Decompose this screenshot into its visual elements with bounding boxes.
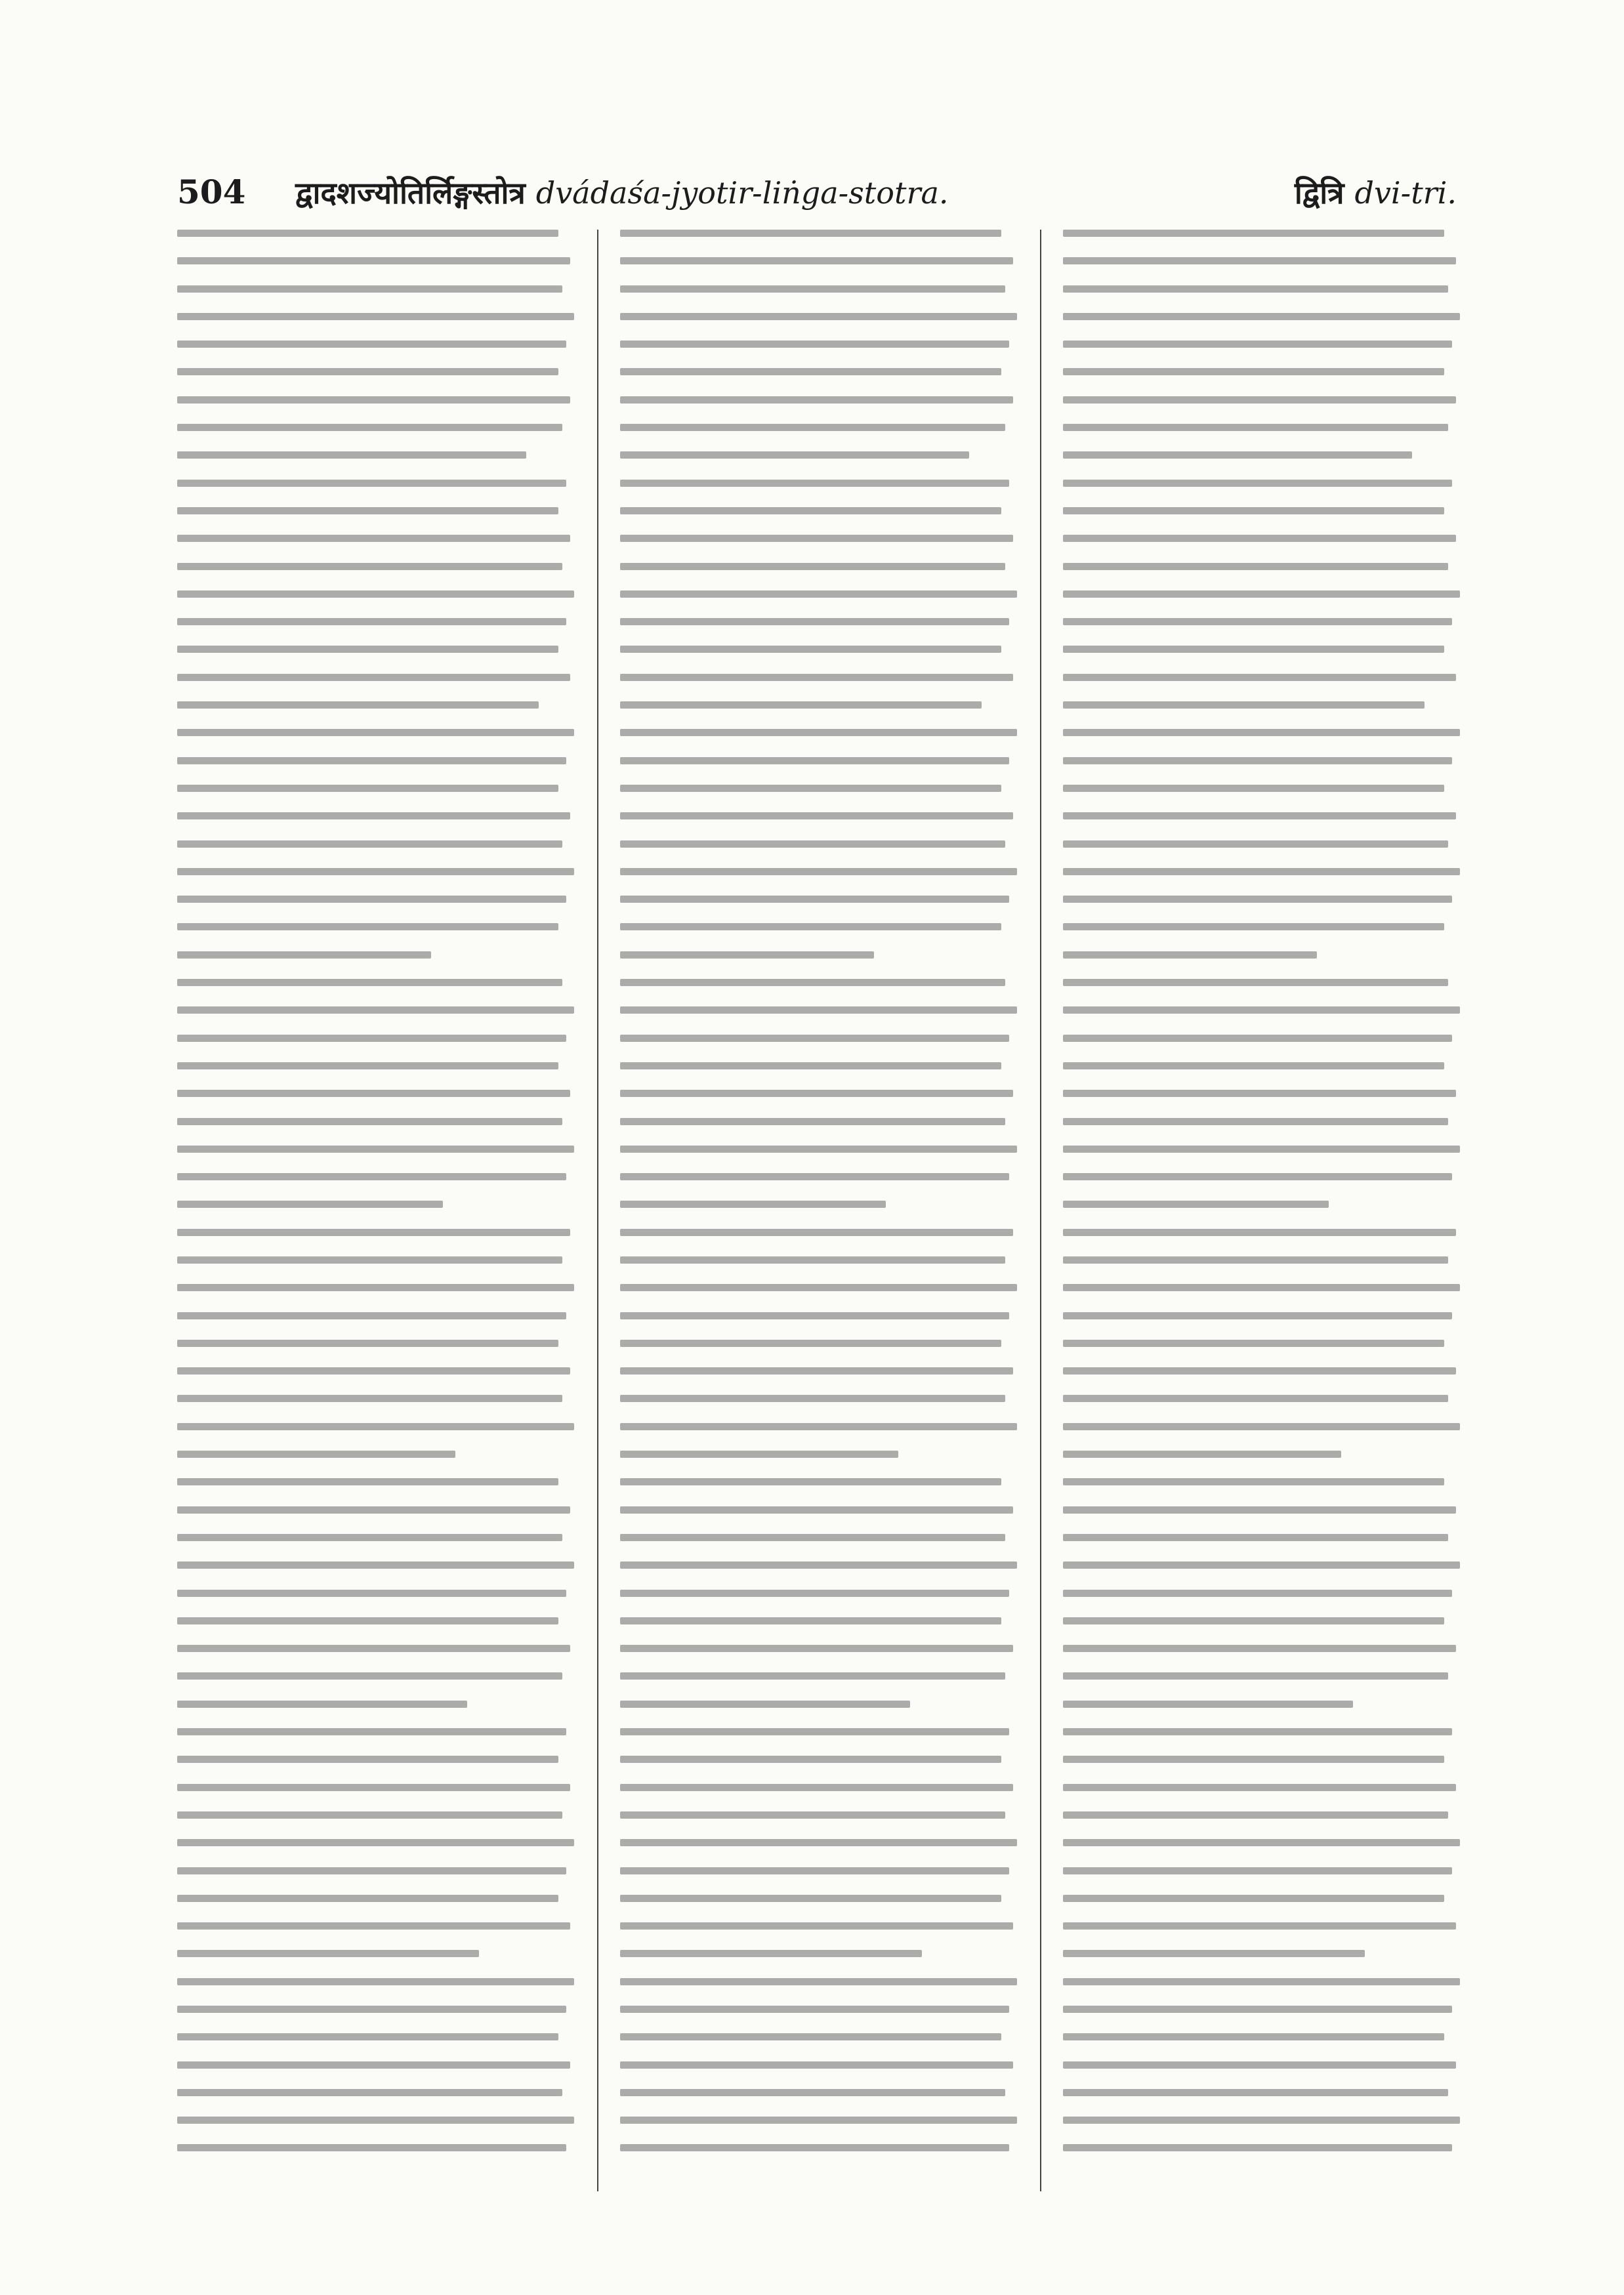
text-line-placeholder xyxy=(620,2144,1009,2151)
text-line-placeholder xyxy=(620,313,1017,320)
text-line-placeholder xyxy=(620,2089,1005,2096)
text-line-placeholder xyxy=(620,1201,886,1208)
text-line-placeholder xyxy=(177,1506,570,1514)
text-line-placeholder xyxy=(177,896,566,903)
text-line-placeholder xyxy=(620,230,1001,237)
text-line-placeholder xyxy=(620,1478,1001,1485)
text-line-placeholder xyxy=(177,1340,558,1347)
text-line-placeholder xyxy=(620,1062,1001,1069)
text-line-placeholder xyxy=(1063,2006,1452,2013)
text-line-placeholder xyxy=(1063,1256,1448,1264)
text-line-placeholder xyxy=(620,923,1001,930)
text-line-placeholder xyxy=(177,341,566,348)
text-line-placeholder xyxy=(620,701,982,709)
head-right-devanagari: द्वित्रि xyxy=(1294,175,1344,211)
text-line-placeholder xyxy=(177,1146,574,1153)
text-line-placeholder xyxy=(1063,2061,1456,2069)
text-line-placeholder xyxy=(620,1173,1009,1180)
text-line-placeholder xyxy=(177,1284,574,1291)
text-line-placeholder xyxy=(1063,2144,1452,2151)
text-line-placeholder xyxy=(177,1062,558,1069)
text-line-placeholder xyxy=(177,868,574,875)
column-divider xyxy=(1040,230,1041,2191)
text-line-placeholder xyxy=(620,840,1005,848)
text-line-placeholder xyxy=(620,1395,1005,1402)
text-line-placeholder xyxy=(177,424,562,431)
text-line-placeholder xyxy=(177,1451,455,1458)
text-line-placeholder xyxy=(620,1118,1005,1125)
text-line-placeholder xyxy=(1063,729,1460,736)
text-line-placeholder xyxy=(620,951,874,959)
text-line-placeholder xyxy=(177,701,539,709)
text-line-placeholder xyxy=(1063,2089,1448,2096)
text-line-placeholder xyxy=(1063,368,1444,375)
text-line-placeholder xyxy=(1063,1922,1456,1930)
text-line-placeholder xyxy=(177,1784,570,1791)
text-line-placeholder xyxy=(1063,1284,1460,1291)
text-line-placeholder xyxy=(620,1672,1005,1680)
text-line-placeholder xyxy=(1063,480,1452,487)
text-line-placeholder xyxy=(1063,1146,1460,1153)
text-line-placeholder xyxy=(1063,1590,1452,1597)
text-line-placeholder xyxy=(620,1090,1013,1097)
text-line-placeholder xyxy=(177,1395,562,1402)
text-line-placeholder xyxy=(620,1950,922,1957)
text-line-placeholder xyxy=(177,1035,566,1042)
text-line-placeholder xyxy=(1063,1895,1444,1902)
text-line-placeholder xyxy=(177,1617,558,1624)
text-line-placeholder xyxy=(620,1590,1009,1597)
text-line-placeholder xyxy=(177,1561,574,1569)
text-line-placeholder xyxy=(177,979,562,986)
text-line-placeholder xyxy=(177,2006,566,2013)
text-line-placeholder xyxy=(620,1895,1001,1902)
text-line-placeholder xyxy=(177,646,558,653)
text-line-placeholder xyxy=(177,1367,570,1375)
text-line-placeholder xyxy=(177,729,574,736)
text-line-placeholder xyxy=(1063,674,1456,681)
text-line-placeholder xyxy=(620,285,1005,293)
text-line-placeholder xyxy=(177,1312,566,1319)
text-line-placeholder xyxy=(620,1340,1001,1347)
text-line-placeholder xyxy=(1063,646,1444,653)
text-line-placeholder xyxy=(1063,979,1448,986)
text-line-placeholder xyxy=(177,1950,479,1957)
text-line-placeholder xyxy=(1063,341,1452,348)
text-line-placeholder xyxy=(1063,1367,1456,1375)
text-line-placeholder xyxy=(1063,563,1448,570)
text-line-placeholder xyxy=(1063,1423,1460,1430)
text-line-placeholder xyxy=(620,1312,1009,1319)
text-line-placeholder xyxy=(1063,285,1448,293)
text-line-placeholder xyxy=(620,1756,1001,1763)
text-line-placeholder xyxy=(177,2144,566,2151)
text-line-placeholder xyxy=(1063,424,1448,431)
text-line-placeholder xyxy=(177,951,431,959)
text-line-placeholder xyxy=(177,757,566,764)
text-line-placeholder xyxy=(177,923,558,930)
text-line-placeholder xyxy=(177,1756,558,1763)
text-line-placeholder xyxy=(620,1645,1013,1652)
text-line-placeholder xyxy=(620,563,1005,570)
text-line-placeholder xyxy=(1063,257,1456,264)
text-line-placeholder xyxy=(620,646,1001,653)
text-line-placeholder xyxy=(1063,1006,1460,1014)
text-line-placeholder xyxy=(1063,230,1444,237)
text-line-placeholder xyxy=(1063,785,1444,792)
text-line-placeholder xyxy=(1063,868,1460,875)
text-line-placeholder xyxy=(1063,951,1317,959)
text-line-placeholder xyxy=(620,1534,1005,1541)
column-divider xyxy=(597,230,598,2191)
text-line-placeholder xyxy=(620,257,1013,264)
text-line-placeholder xyxy=(620,368,1001,375)
text-line-placeholder xyxy=(177,1118,562,1125)
text-line-placeholder xyxy=(177,1423,574,1430)
text-line-placeholder xyxy=(1063,896,1452,903)
text-line-placeholder xyxy=(620,1506,1013,1514)
text-line-placeholder xyxy=(177,2089,562,2096)
text-line-placeholder xyxy=(177,396,570,403)
text-line-placeholder xyxy=(1063,1701,1353,1708)
text-line-placeholder xyxy=(177,1811,562,1819)
text-line-placeholder xyxy=(1063,1229,1456,1236)
text-line-placeholder xyxy=(177,840,562,848)
text-line-placeholder xyxy=(177,368,558,375)
text-line-placeholder xyxy=(1063,1756,1444,1763)
text-line-placeholder xyxy=(177,1590,566,1597)
text-line-placeholder xyxy=(620,1367,1013,1375)
text-line-placeholder xyxy=(177,507,558,514)
text-line-placeholder xyxy=(1063,1478,1444,1485)
text-line-placeholder xyxy=(620,812,1013,819)
text-line-placeholder xyxy=(177,785,558,792)
text-line-placeholder xyxy=(620,1811,1005,1819)
text-line-placeholder xyxy=(620,1229,1013,1236)
text-line-placeholder xyxy=(177,1922,570,1930)
text-line-placeholder xyxy=(1063,1839,1460,1846)
text-line-placeholder xyxy=(177,563,562,570)
text-line-placeholder xyxy=(177,451,526,459)
text-line-placeholder xyxy=(177,1173,566,1180)
text-line-placeholder xyxy=(1063,812,1456,819)
text-line-placeholder xyxy=(620,618,1009,625)
text-line-placeholder xyxy=(1063,1340,1444,1347)
text-line-placeholder xyxy=(620,341,1009,348)
text-line-placeholder xyxy=(620,1922,1013,1930)
text-line-placeholder xyxy=(1063,1201,1329,1208)
text-line-placeholder xyxy=(1063,1784,1456,1791)
text-line-placeholder xyxy=(1063,1090,1456,1097)
text-line-placeholder xyxy=(1063,1173,1452,1180)
text-line-placeholder xyxy=(620,1423,1017,1430)
text-line-placeholder xyxy=(620,1784,1013,1791)
text-line-placeholder xyxy=(1063,1451,1341,1458)
text-line-placeholder xyxy=(177,1478,558,1485)
text-line-placeholder xyxy=(1063,451,1412,459)
text-line-placeholder xyxy=(620,480,1009,487)
text-line-placeholder xyxy=(177,1645,570,1652)
text-line-placeholder xyxy=(177,1229,570,1236)
text-line-placeholder xyxy=(620,2006,1009,2013)
text-line-placeholder xyxy=(1063,1035,1452,1042)
text-line-placeholder xyxy=(1063,1978,1460,1985)
text-line-placeholder xyxy=(1063,757,1452,764)
text-line-placeholder xyxy=(1063,1672,1448,1680)
text-line-placeholder xyxy=(177,2117,574,2124)
text-line-placeholder xyxy=(177,1201,443,1208)
text-line-placeholder xyxy=(1063,535,1456,542)
head-left-devanagari: द्वादशज्योतिर्लिङ्गस्तोत्र xyxy=(295,175,526,211)
text-line-placeholder xyxy=(1063,1950,1365,1957)
text-line-placeholder xyxy=(620,535,1013,542)
text-line-placeholder xyxy=(177,1256,562,1264)
text-line-placeholder xyxy=(620,979,1005,986)
text-line-placeholder xyxy=(620,1867,1009,1874)
text-line-placeholder xyxy=(1063,590,1460,598)
text-line-placeholder xyxy=(620,1978,1017,1985)
text-line-placeholder xyxy=(177,313,574,320)
text-line-placeholder xyxy=(620,590,1017,598)
text-line-placeholder xyxy=(1063,1395,1448,1402)
text-line-placeholder xyxy=(177,1701,467,1708)
text-line-placeholder xyxy=(1063,1867,1452,1874)
running-head xyxy=(177,172,1476,218)
text-line-placeholder xyxy=(620,868,1017,875)
text-line-placeholder xyxy=(1063,2117,1460,2124)
text-line-placeholder xyxy=(1063,313,1460,320)
text-line-placeholder xyxy=(177,1090,570,1097)
text-line-placeholder xyxy=(1063,1506,1456,1514)
text-line-placeholder xyxy=(1063,507,1444,514)
text-line-placeholder xyxy=(177,1534,562,1541)
text-line-placeholder xyxy=(620,1006,1017,1014)
text-line-placeholder xyxy=(177,1867,566,1874)
text-line-placeholder xyxy=(620,2117,1017,2124)
text-line-placeholder xyxy=(1063,701,1425,709)
text-column-2 xyxy=(620,230,1017,2191)
text-line-placeholder xyxy=(1063,618,1452,625)
text-line-placeholder xyxy=(620,674,1013,681)
text-line-placeholder xyxy=(620,2033,1001,2040)
head-right-roman: dvi-tri. xyxy=(1354,175,1457,211)
text-line-placeholder xyxy=(620,1839,1017,1846)
text-line-placeholder xyxy=(1063,1728,1452,1735)
text-line-placeholder xyxy=(620,2061,1013,2069)
text-line-placeholder xyxy=(620,424,1005,431)
text-column-3 xyxy=(1063,230,1460,2191)
text-line-placeholder xyxy=(1063,923,1444,930)
page-number: 504 xyxy=(177,173,246,211)
text-line-placeholder xyxy=(620,1701,910,1708)
text-line-placeholder xyxy=(177,618,566,625)
text-line-placeholder xyxy=(177,1978,574,1985)
text-line-placeholder xyxy=(1063,1617,1444,1624)
text-line-placeholder xyxy=(177,590,574,598)
text-line-placeholder xyxy=(1063,2033,1444,2040)
text-line-placeholder xyxy=(620,785,1001,792)
text-line-placeholder xyxy=(177,285,562,293)
text-line-placeholder xyxy=(620,1617,1001,1624)
text-line-placeholder xyxy=(1063,1312,1452,1319)
head-left-roman: dvádaśa-jyotir-liṅga-stotra. xyxy=(535,175,949,211)
text-line-placeholder xyxy=(1063,1534,1448,1541)
text-line-placeholder xyxy=(177,1895,558,1902)
text-line-placeholder xyxy=(1063,1561,1460,1569)
text-line-placeholder xyxy=(620,507,1001,514)
text-line-placeholder xyxy=(620,1728,1009,1735)
text-line-placeholder xyxy=(620,1035,1009,1042)
text-line-placeholder xyxy=(177,257,570,264)
text-line-placeholder xyxy=(177,2061,570,2069)
text-line-placeholder xyxy=(1063,396,1456,403)
text-line-placeholder xyxy=(177,1006,574,1014)
text-line-placeholder xyxy=(177,2033,558,2040)
text-column-1 xyxy=(177,230,574,2191)
text-line-placeholder xyxy=(177,674,570,681)
text-line-placeholder xyxy=(1063,1118,1448,1125)
text-line-placeholder xyxy=(177,230,558,237)
text-line-placeholder xyxy=(620,896,1009,903)
text-line-placeholder xyxy=(620,1561,1017,1569)
text-line-placeholder xyxy=(620,729,1017,736)
text-line-placeholder xyxy=(177,1672,562,1680)
text-line-placeholder xyxy=(177,812,570,819)
text-line-placeholder xyxy=(620,757,1009,764)
text-line-placeholder xyxy=(620,1256,1005,1264)
text-line-placeholder xyxy=(177,1839,574,1846)
text-line-placeholder xyxy=(177,1728,566,1735)
text-line-placeholder xyxy=(620,1451,898,1458)
text-line-placeholder xyxy=(177,535,570,542)
text-line-placeholder xyxy=(620,396,1013,403)
text-line-placeholder xyxy=(1063,1811,1448,1819)
text-line-placeholder xyxy=(1063,1062,1444,1069)
text-line-placeholder xyxy=(620,1284,1017,1291)
text-line-placeholder xyxy=(620,451,969,459)
text-line-placeholder xyxy=(1063,840,1448,848)
text-line-placeholder xyxy=(1063,1645,1456,1652)
text-line-placeholder xyxy=(620,1146,1017,1153)
text-line-placeholder xyxy=(177,480,566,487)
